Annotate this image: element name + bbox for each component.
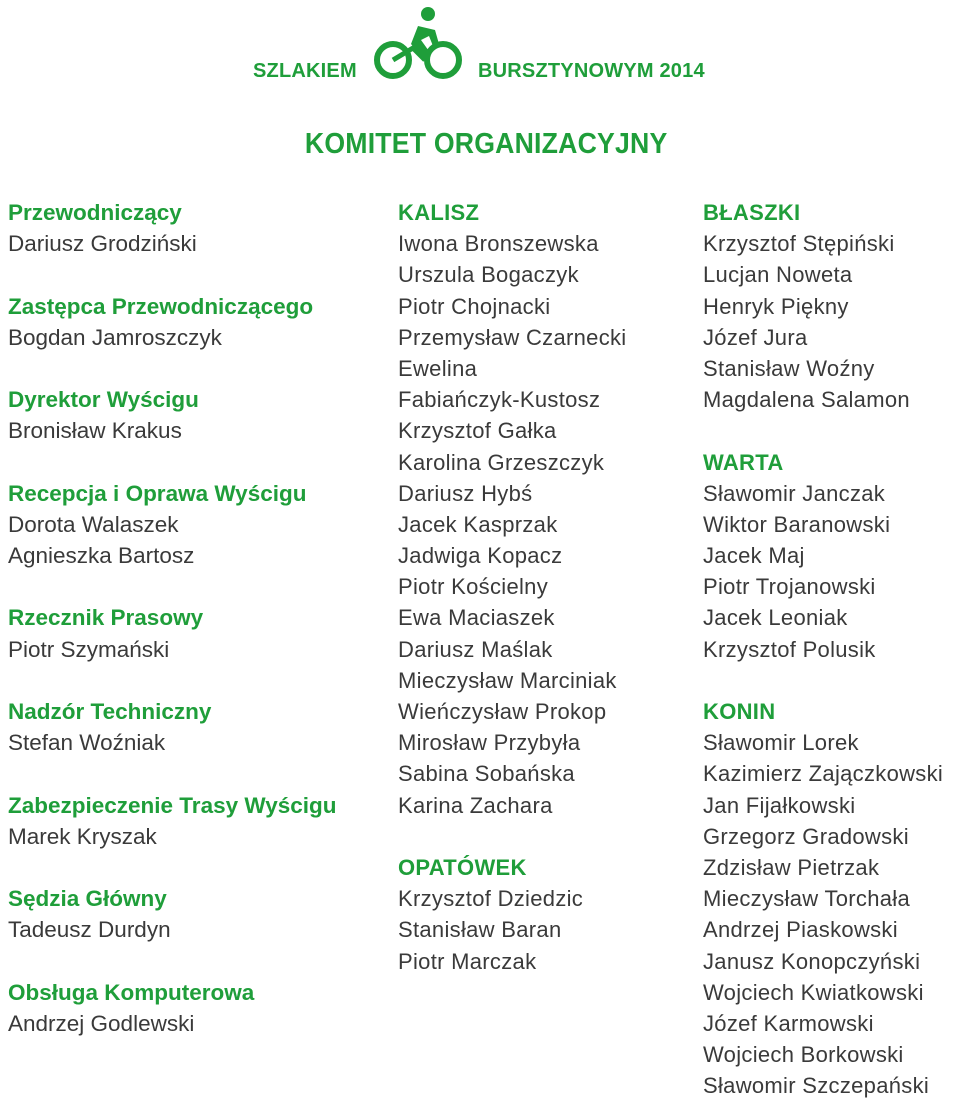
cyclist-icon: [373, 4, 465, 80]
member-name: Bogdan Jamroszczyk: [8, 324, 222, 350]
member-name: Mieczysław Torchała: [703, 886, 911, 912]
page-title: KOMITET ORGANIZACYJNY: [304, 128, 668, 160]
member-name: Agnieszka Bartosz: [8, 543, 195, 569]
cities-right-column: [703, 197, 960, 1101]
member-name: Magdalena Salamon: [703, 387, 910, 413]
role-heading: Dyrektor Wyścigu: [8, 387, 199, 413]
member-name: Kazimierz Zajączkowski: [703, 761, 944, 787]
member-name: Dariusz Grodziński: [8, 231, 197, 257]
member-name: Janusz Konopczyński: [703, 948, 921, 974]
member-name: Grzegorz Gradowski: [703, 823, 909, 849]
member-name: Fabiańczyk-Kustosz: [398, 387, 601, 413]
member-name: Stanisław Baran: [398, 917, 562, 943]
member-name: Dariusz Maślak: [398, 636, 553, 662]
member-name: Krzysztof Polusik: [703, 636, 876, 662]
member-name: Lucjan Noweta: [703, 262, 853, 288]
member-name: Urszula Bogaczyk: [398, 262, 579, 288]
member-name: Mieczysław Marciniak: [398, 667, 617, 693]
member-name: Wiktor Baranowski: [703, 511, 891, 537]
section-gap: [8, 758, 378, 789]
section-gap: [8, 571, 378, 602]
member-name: Dorota Walaszek: [8, 511, 179, 537]
member-name: Piotr Kościelny: [398, 574, 549, 600]
member-name: Dariusz Hybś: [398, 480, 533, 506]
member-name: Ewelina: [398, 355, 478, 381]
role-heading: Recepcja i Oprawa Wyścigu: [8, 480, 307, 506]
member-name: Henryk Piękny: [703, 293, 849, 319]
member-name: Stanisław Woźny: [703, 355, 875, 381]
member-name: Piotr Trojanowski: [703, 574, 876, 600]
role-heading: Zastępca Przewodniczącego: [8, 293, 314, 319]
member-name: Józef Karmowski: [703, 1010, 874, 1036]
member-name: Tadeusz Durdyn: [8, 917, 171, 943]
member-name: Andrzej Piaskowski: [703, 917, 898, 943]
member-name: Wieńczysław Prokop: [398, 699, 607, 724]
member-name: Karina Zachara: [398, 792, 553, 818]
member-name: Sabina Sobańska: [398, 761, 575, 787]
member-name: Krzysztof Dziedzic: [398, 886, 584, 912]
member-name: Bronisław Krakus: [8, 418, 182, 444]
member-name: Wojciech Kwiatkowski: [703, 979, 924, 1005]
member-name: Krzysztof Stępiński: [703, 231, 895, 257]
city-heading: WARTA: [703, 449, 784, 475]
member-name: Mirosław Przybyła: [398, 730, 581, 756]
city-heading: OPATÓWEK: [398, 854, 527, 880]
section-gap: [8, 852, 378, 883]
member-name: Przemysław Czarnecki: [398, 324, 627, 350]
member-name: Jadwiga Kopacz: [398, 543, 563, 569]
member-name: Jan Fijałkowski: [703, 792, 856, 818]
role-heading: Przewodniczący: [8, 200, 182, 225]
section-gap: [8, 353, 378, 384]
member-name: Krzysztof Gałka: [398, 418, 557, 444]
role-heading: Sędzia Główny: [8, 886, 167, 912]
member-name: Piotr Marczak: [398, 948, 537, 974]
cities-middle-column: [398, 197, 688, 977]
city-heading: KALISZ: [398, 200, 480, 225]
section-gap: [703, 665, 960, 696]
member-name: Sławomir Szczepański: [703, 1073, 930, 1099]
city-heading: BŁASZKI: [703, 200, 801, 225]
section-gap: [8, 447, 378, 478]
member-name: Jacek Maj: [703, 543, 805, 569]
member-name: Wojciech Borkowski: [703, 1042, 904, 1068]
role-heading: Rzecznik Prasowy: [8, 605, 204, 631]
member-name: Józef Jura: [703, 324, 808, 350]
member-name: Zdzisław Pietrzak: [703, 854, 880, 880]
member-name: Piotr Chojnacki: [398, 293, 551, 319]
member-name: Piotr Szymański: [8, 636, 170, 662]
member-name: Andrzej Godlewski: [8, 1010, 195, 1036]
member-name: Jacek Leoniak: [703, 605, 848, 631]
section-gap: [703, 415, 960, 446]
page-header: [0, 0, 960, 90]
brand-text-right: BURSZTYNOWYM 2014: [478, 60, 705, 82]
role-heading: Nadzór Techniczny: [8, 699, 212, 724]
member-name: Ewa Maciaszek: [398, 605, 555, 631]
member-name: Iwona Bronszewska: [398, 231, 599, 257]
role-heading: Zabezpieczenie Trasy Wyścigu: [8, 792, 337, 818]
member-name: Jacek Kasprzak: [398, 511, 558, 537]
section-gap: [8, 946, 378, 977]
section-gap: [8, 259, 378, 290]
brand-text-left: SZLAKIEM: [253, 60, 357, 82]
member-name: Sławomir Lorek: [703, 730, 859, 756]
section-gap: [8, 665, 378, 696]
member-name: Karolina Grzeszczyk: [398, 449, 605, 475]
section-gap: [398, 821, 688, 852]
member-name: Marek Kryszak: [8, 823, 157, 849]
role-heading: Obsługa Komputerowa: [8, 979, 255, 1005]
member-name: Stefan Woźniak: [8, 730, 166, 756]
city-heading: KONIN: [703, 699, 776, 724]
member-name: Sławomir Janczak: [703, 480, 886, 506]
roles-column: [8, 197, 378, 1039]
